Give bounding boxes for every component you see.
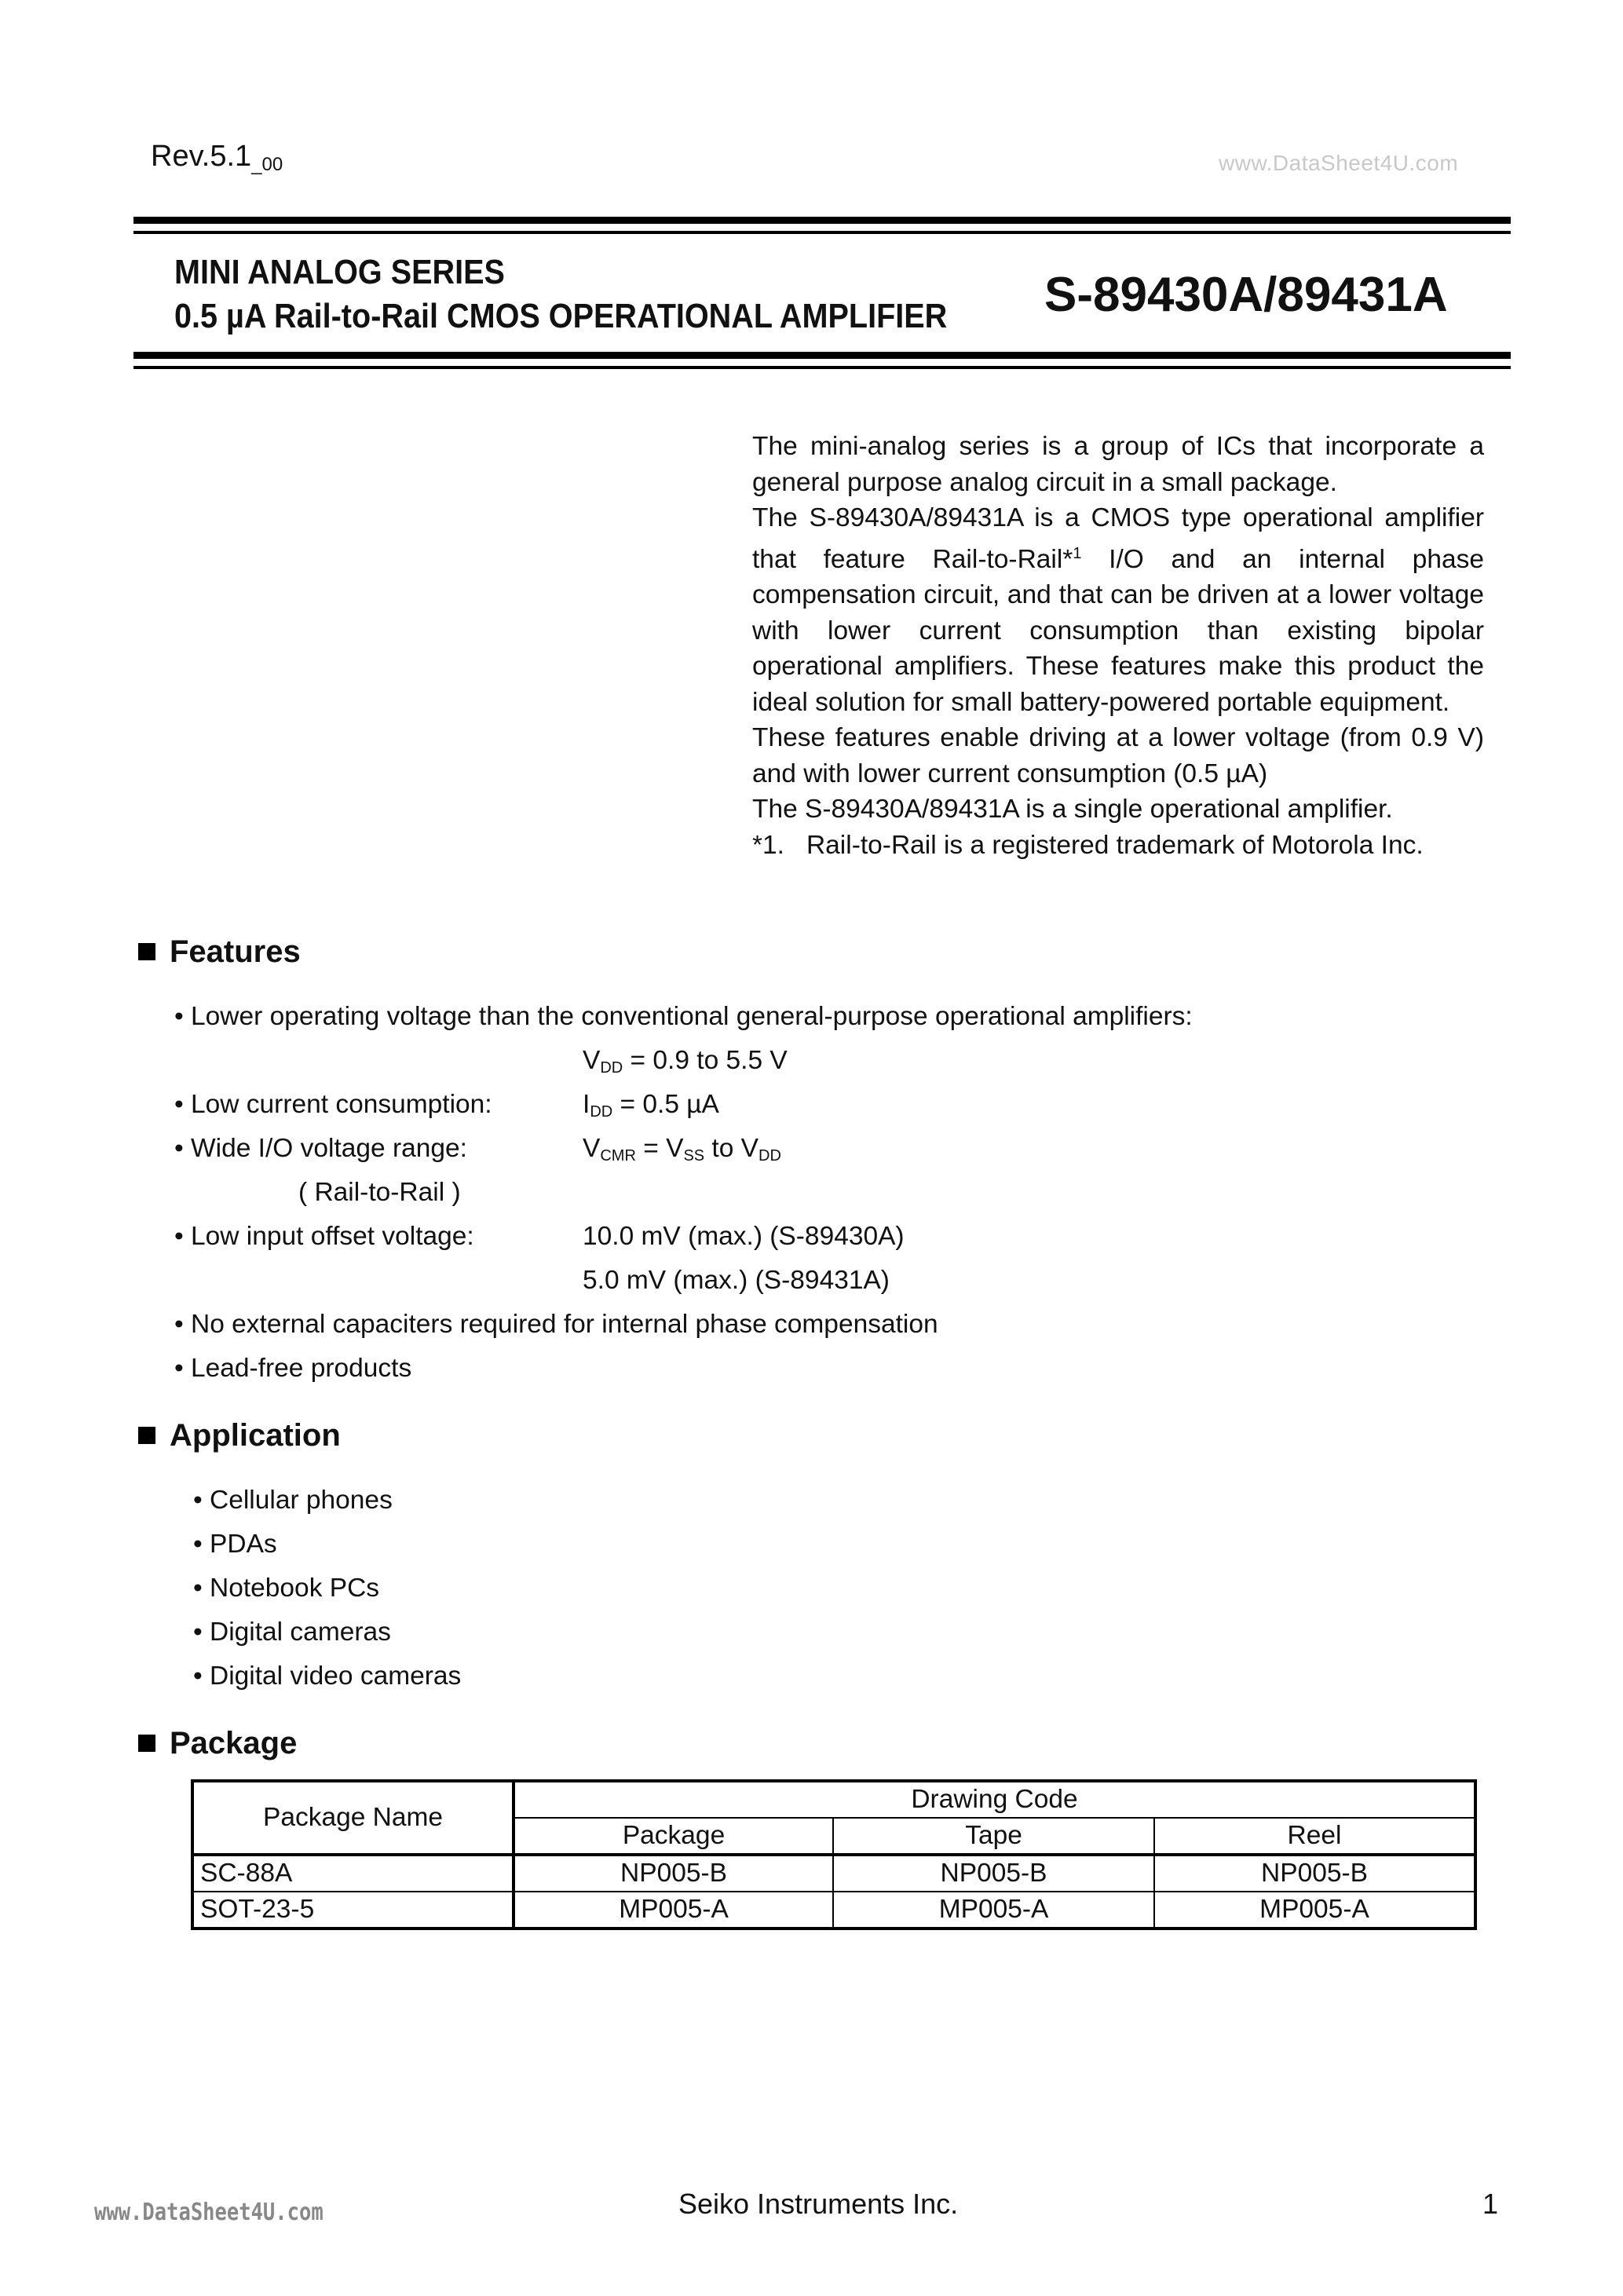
- package-heading: [138, 1726, 297, 1761]
- cell-name: SOT-23-5: [192, 1892, 514, 1929]
- revision-suffix: _00: [251, 154, 283, 175]
- symbol-sub: DD: [758, 1147, 781, 1164]
- symbol-sub: SS: [683, 1147, 705, 1164]
- header-watermark: www.DataSheet4U.com: [1219, 151, 1459, 175]
- feature-5: • No external capaciters required for internal phase compensation: [174, 1310, 938, 1339]
- intro-paragraph-3: These features enable driving at a lower voltage (from 0.9 V) and with lower current consumption (0.5 µA): [752, 723, 1484, 788]
- application-heading-text: Application: [170, 1418, 341, 1453]
- package-table: [191, 1779, 1477, 1930]
- header-tape: Tape: [833, 1818, 1154, 1855]
- feature-4-value-1: 10.0 mV (max.) (S-89430A): [583, 1222, 905, 1251]
- revision-number: Rev.5.1: [151, 140, 252, 173]
- value-text: = V: [635, 1134, 684, 1163]
- intro-paragraph-4: The S-89430A/89431A is a single operational amplifier.: [752, 795, 1393, 824]
- value-text: = 0.9 to 5.5 V: [623, 1046, 788, 1075]
- feature-2-value: [583, 1090, 719, 1121]
- feature-3: • Wide I/O voltage range:: [174, 1134, 467, 1163]
- part-number: S-89430A/89431A: [1044, 268, 1448, 322]
- footer-watermark: www.DataSheet4U.com: [94, 2199, 324, 2226]
- table-header-row: [192, 1781, 1475, 1818]
- intro-p2-text-b: I/O and an internal phase compensation circuit, and that can be driven at a lower voltage with lower current consumption than existing bipolar operational amplifiers. These features make this product the ideal solution for small battery-powered portable equipment.: [752, 544, 1484, 717]
- revision-label: [151, 140, 283, 176]
- value-text: to V: [704, 1134, 759, 1163]
- symbol-i: I: [583, 1090, 590, 1119]
- application-item: • Digital video cameras: [193, 1662, 462, 1691]
- application-heading: [138, 1418, 341, 1453]
- cell-tape: MP005-A: [833, 1892, 1154, 1929]
- note-mark: *1.: [752, 830, 784, 860]
- feature-3-note: ( Rail-to-Rail ): [298, 1178, 461, 1207]
- header-package: Package: [514, 1818, 833, 1855]
- symbol-sub: DD: [590, 1103, 613, 1121]
- application-item: • Cellular phones: [193, 1486, 393, 1515]
- symbol-v: V: [583, 1134, 601, 1163]
- top-rule-thin: [133, 231, 1511, 234]
- application-item: • Digital cameras: [193, 1618, 391, 1647]
- note-text: Rail-to-Rail is a registered trademark of Motorola Inc.: [806, 830, 1424, 860]
- feature-1: • Lower operating voltage than the conventional general-purpose operational amplifiers:: [174, 1002, 1193, 1031]
- square-bullet-icon: [138, 1427, 155, 1444]
- intro-paragraph-1: The mini-analog series is a group of ICs that incorporate a general purpose analog circuit in a small package.: [752, 432, 1484, 497]
- application-item: • PDAs: [193, 1530, 277, 1559]
- feature-4: • Low input offset voltage:: [174, 1222, 474, 1251]
- cell-reel: MP005-A: [1154, 1892, 1475, 1929]
- cell-package: NP005-B: [514, 1855, 833, 1892]
- square-bullet-icon: [138, 1735, 155, 1752]
- footnote-marker: 1: [1073, 544, 1082, 562]
- features-heading: [138, 934, 301, 970]
- footer-company: Seiko Instruments Inc.: [678, 2188, 959, 2220]
- header-reel: Reel: [1154, 1818, 1475, 1855]
- table-row: [192, 1855, 1475, 1892]
- feature-1-value: [583, 1046, 788, 1077]
- series-name: MINI ANALOG SERIES: [174, 253, 505, 291]
- feature-6: • Lead-free products: [174, 1354, 412, 1383]
- package-heading-text: Package: [170, 1726, 298, 1760]
- cell-tape: NP005-B: [833, 1855, 1154, 1892]
- feature-3-value: [583, 1134, 781, 1165]
- intro-p2-text-a: The S-89430A/89431A is a CMOS type operational amplifier that feature Rail-to-Rail*: [752, 503, 1484, 574]
- top-rule-thick: [133, 217, 1511, 224]
- cell-package: MP005-A: [514, 1892, 833, 1929]
- symbol-sub: DD: [600, 1059, 623, 1077]
- cell-reel: NP005-B: [1154, 1855, 1475, 1892]
- symbol-sub: CMR: [600, 1147, 636, 1164]
- cell-name: SC-88A: [192, 1855, 514, 1892]
- square-bullet-icon: [138, 943, 155, 960]
- features-heading-text: Features: [170, 934, 301, 969]
- product-title: 0.5 µA Rail-to-Rail CMOS OPERATIONAL AMPLIFIER: [174, 297, 948, 335]
- header-package-name: Package Name: [192, 1781, 514, 1855]
- feature-2: • Low current consumption:: [174, 1090, 492, 1119]
- value-text: = 0.5 µA: [612, 1090, 719, 1119]
- application-item: • Notebook PCs: [193, 1574, 380, 1603]
- symbol-v: V: [583, 1046, 601, 1075]
- page-number: 1: [1482, 2188, 1499, 2220]
- trademark-note: [752, 828, 1484, 864]
- feature-4-value-2: 5.0 mV (max.) (S-89431A): [583, 1266, 890, 1295]
- intro-paragraph-2: [752, 500, 1484, 720]
- intro-section: [752, 429, 1484, 863]
- bottom-rule-thick: [133, 352, 1511, 359]
- header-drawing-code: Drawing Code: [514, 1781, 1475, 1818]
- bottom-rule-thin: [133, 366, 1511, 369]
- table-row: [192, 1892, 1475, 1929]
